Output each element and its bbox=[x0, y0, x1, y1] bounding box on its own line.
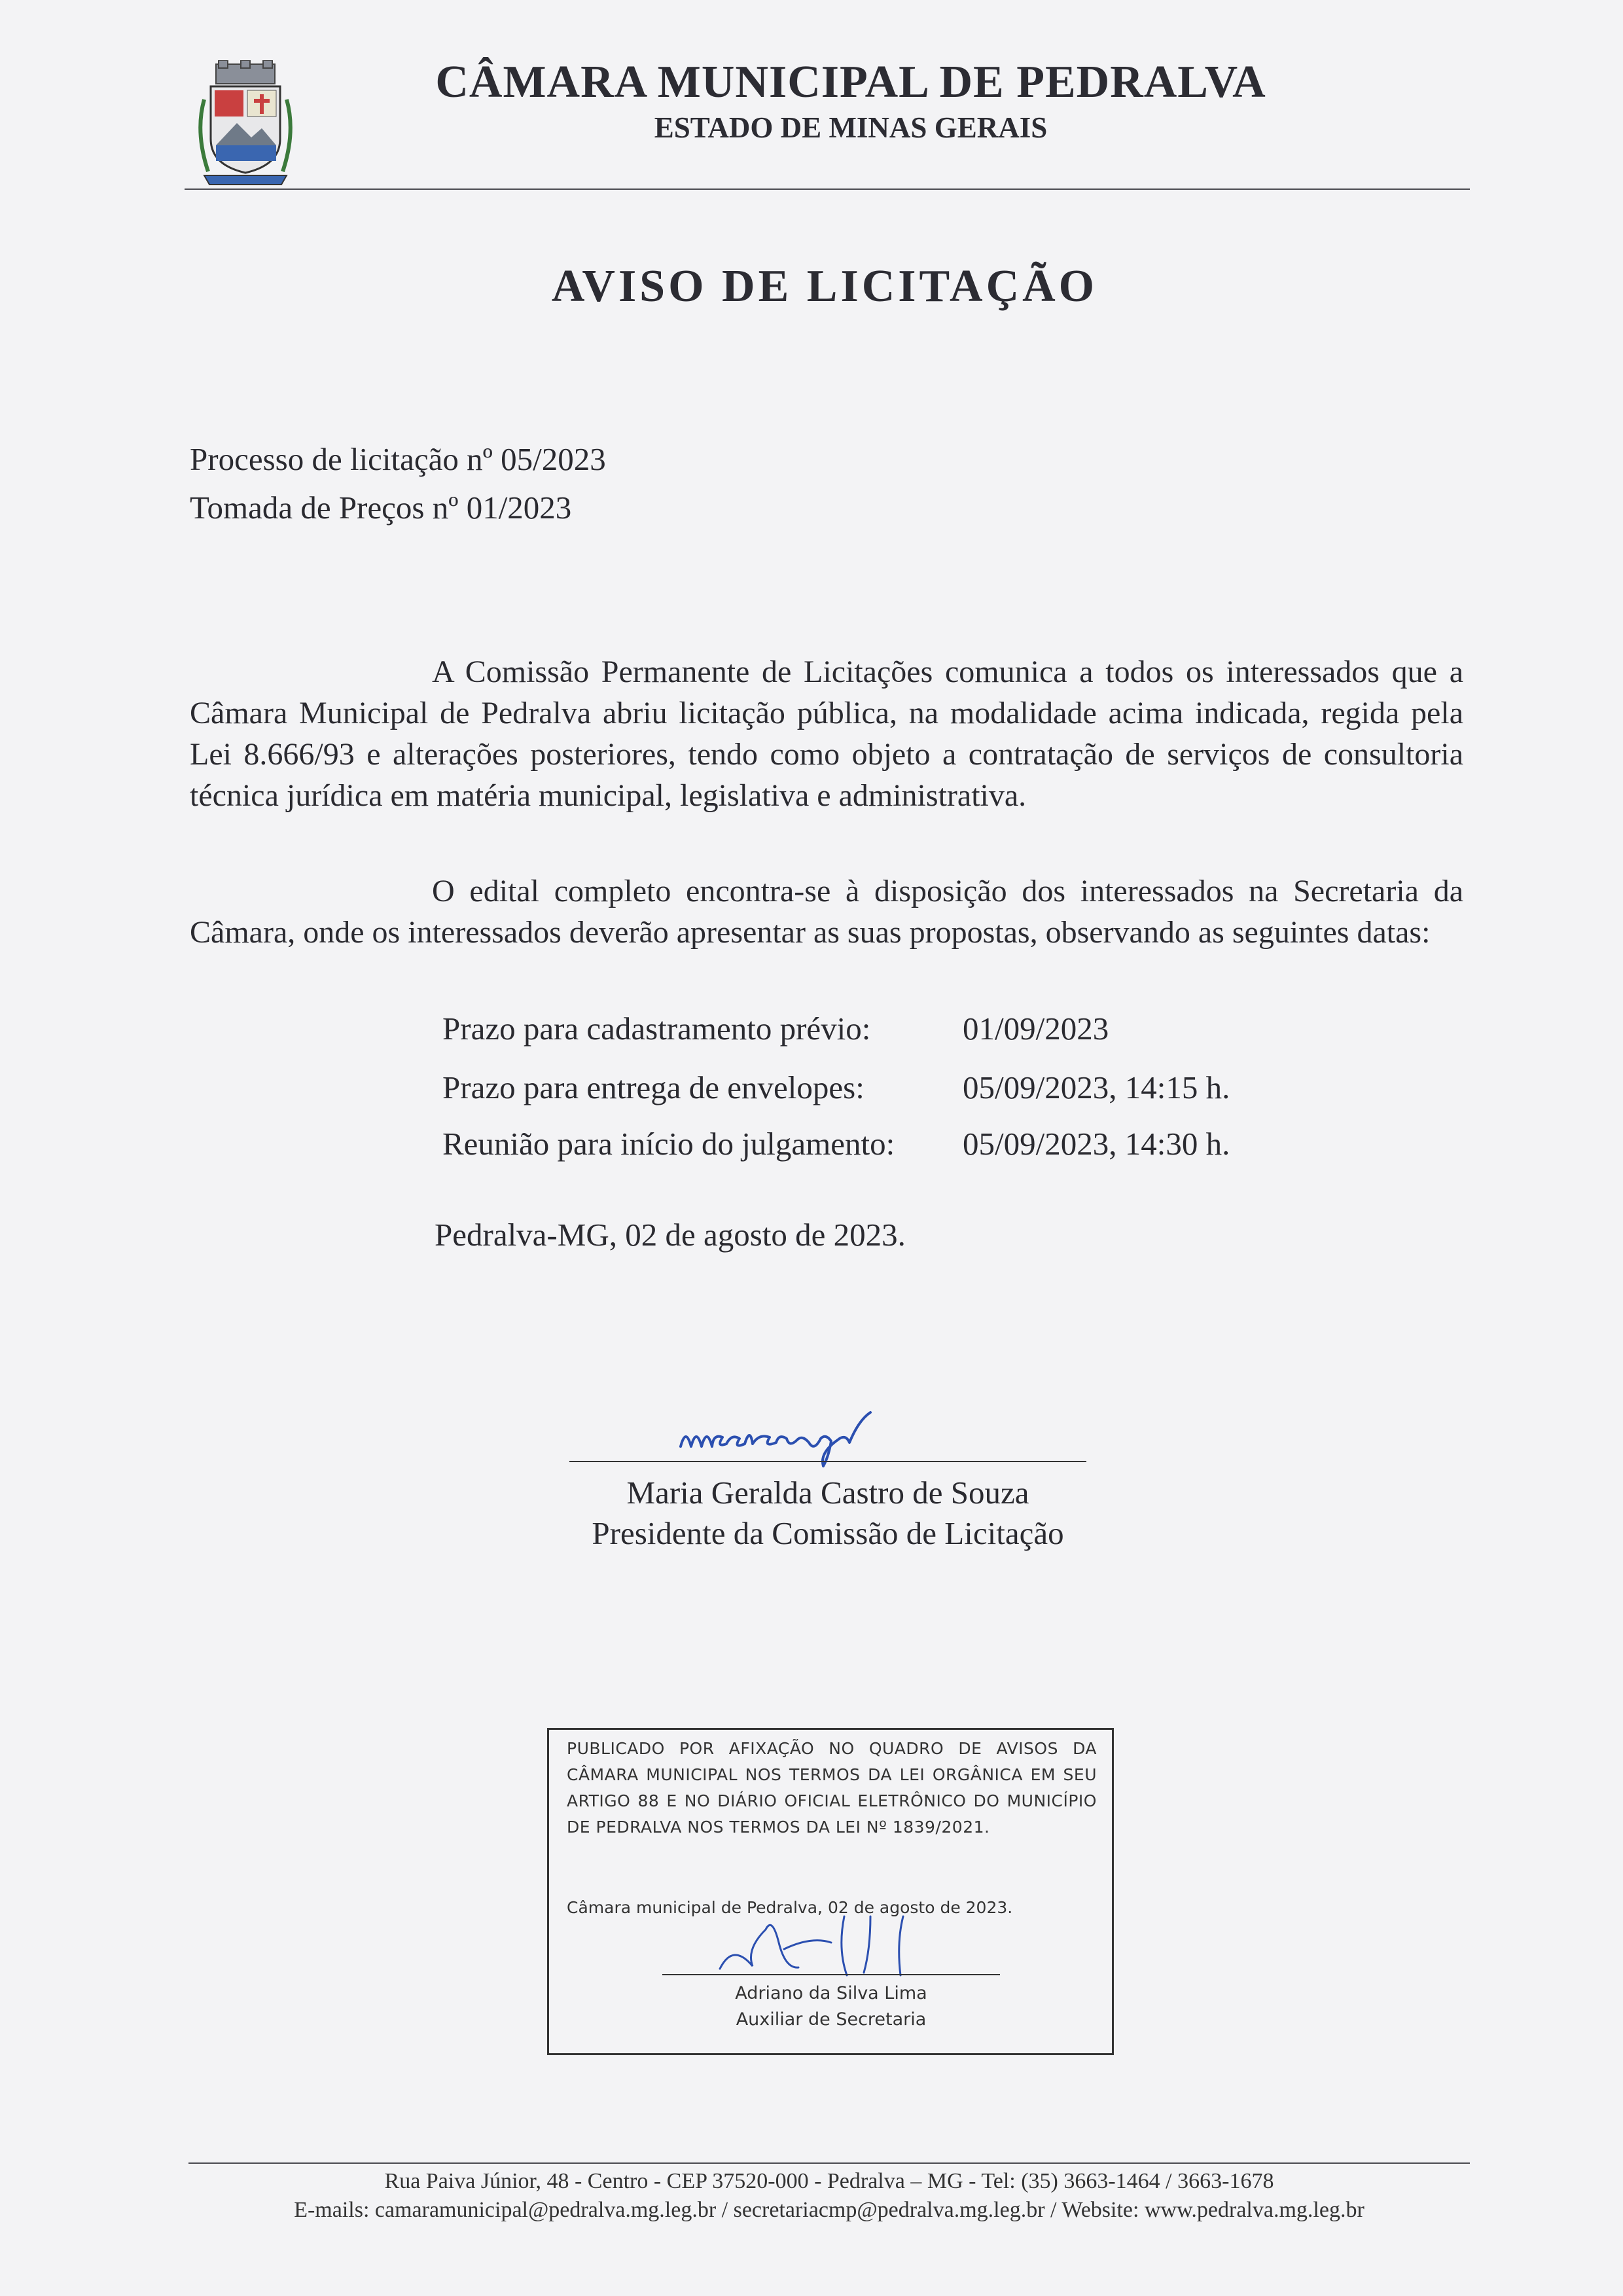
tender-reference: Tomada de Preços nº 01/2023 bbox=[190, 490, 572, 526]
date-label: Prazo para entrega de envelopes: bbox=[442, 1069, 865, 1105]
date-value: 05/09/2023, 14:30 h. bbox=[963, 1126, 1230, 1162]
signatory-name: Maria Geralda Castro de Souza bbox=[626, 1475, 1029, 1511]
institution-title: CÂMARA MUNICIPAL DE PEDRALVA bbox=[435, 57, 1266, 107]
stamp-signature-line bbox=[662, 1974, 1000, 1975]
notice-paragraph-1 bbox=[190, 651, 1463, 816]
process-reference: Processo de licitação nº 05/2023 bbox=[190, 441, 606, 477]
date-label: Reunião para início do julgamento: bbox=[442, 1126, 895, 1162]
signatory-role: Presidente da Comissão de Licitação bbox=[592, 1515, 1064, 1551]
institution-subtitle: ESTADO DE MINAS GERAIS bbox=[654, 111, 1048, 144]
date-label: Prazo para cadastramento prévio: bbox=[442, 1011, 871, 1047]
signatory-block bbox=[569, 1473, 1086, 1554]
signature-line bbox=[569, 1461, 1086, 1462]
notice-paragraph-2 bbox=[190, 870, 1463, 953]
stamp-signer-name: Adriano da Silva Lima bbox=[735, 1983, 927, 2003]
stamp-signer-role: Auxiliar de Secretaria bbox=[736, 2009, 927, 2030]
paragraph-2-text: O edital completo encontra-se à disposição dos interessados na Secretaria da Câmara, onde os interessados deverão apresentar as suas propostas, observando as seguintes datas: bbox=[190, 874, 1463, 950]
stamp-text: PUBLICADO POR AFIXAÇÃO NO QUADRO DE AVISOS DA CÂMARA MUNICIPAL NOS TERMOS DA LEI ORGÂNICA EM SEU ARTIGO 88 E NO DIÁRIO OFICIAL ELETRÔNICO DO MUNICÍPIO DE PEDRALVA NOS TERMOS DA LEI Nº 1839/2021. bbox=[567, 1739, 1097, 1837]
date-value: 05/09/2023, 14:15 h. bbox=[963, 1069, 1230, 1105]
date-value: 01/09/2023 bbox=[963, 1011, 1109, 1047]
stamp-date: Câmara municipal de Pedralva, 02 de agosto de 2023. bbox=[567, 1898, 1013, 1917]
stamp-signer bbox=[662, 1981, 1000, 2033]
footer-address: Rua Paiva Júnior, 48 - Centro - CEP 37520-000 - Pedralva – MG - Tel: (35) 3663-1464 / 3663-1678 bbox=[384, 2169, 1274, 2193]
coat-of-arms-icon bbox=[191, 60, 300, 188]
header-divider bbox=[185, 188, 1470, 190]
place-and-date: Pedralva-MG, 02 de agosto de 2023. bbox=[435, 1217, 906, 1253]
footer-contacts: E-mails: camaramunicipal@pedralva.mg.leg.br / secretariacmp@pedralva.mg.leg.br / Website: www.pedralva.mg.leg.br bbox=[294, 2198, 1364, 2222]
paragraph-1-text: A Comissão Permanente de Licitações comunica a todos os interessados que a Câmara Municipal de Pedralva abriu licitação pública, na modalidade acima indicada, regida pela Lei 8.666/93 e alterações posteriores, tendo como objeto a contratação de serviços de consultoria técnica jurídica em matéria municipal, legislativa e administrativa. bbox=[190, 655, 1463, 813]
stamp-signature bbox=[707, 1903, 936, 1982]
footer-divider bbox=[188, 2162, 1470, 2164]
document-title: AVISO DE LICITAÇÃO bbox=[551, 261, 1098, 312]
